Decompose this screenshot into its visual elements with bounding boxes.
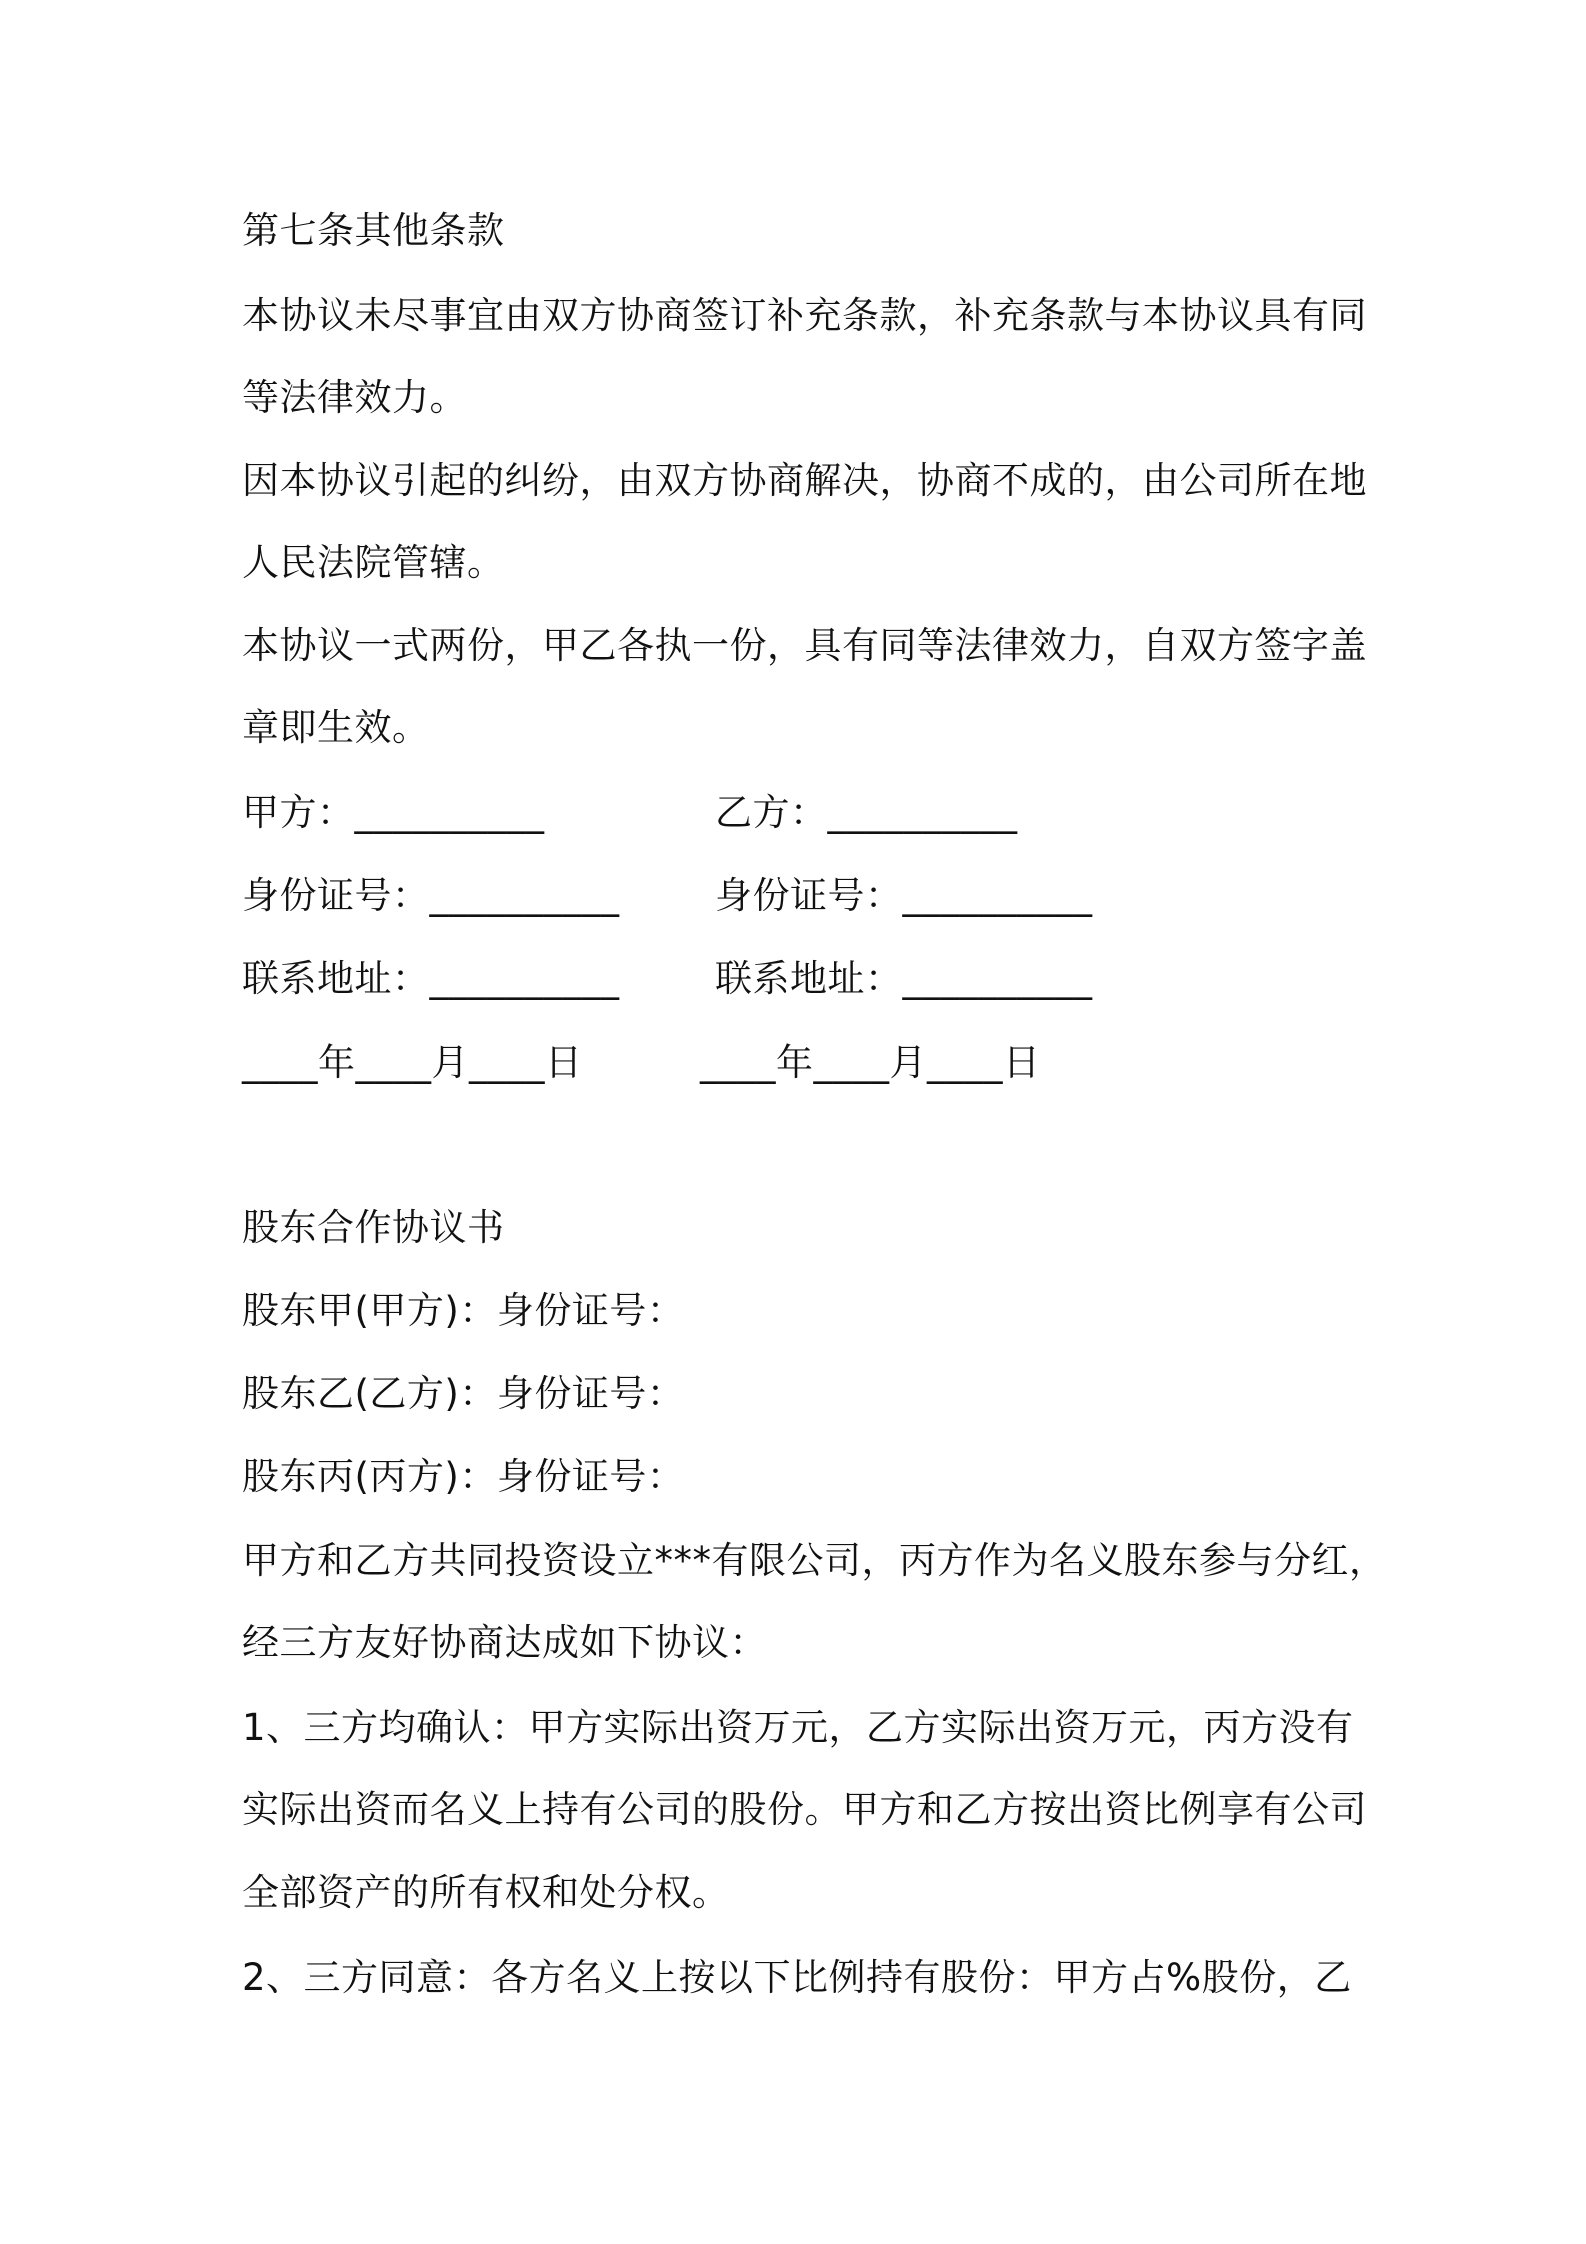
article-heading: 第七条其他条款	[242, 209, 505, 252]
paragraph-line: 等法律效力。	[242, 376, 467, 419]
party-a-id-number: 身份证号：__________	[242, 874, 620, 917]
clause-line: 1、三方均确认：甲方实际出资万元，乙方实际出资万元，丙方没有	[242, 1706, 1354, 1749]
clause-line: 全部资产的所有权和处分权。	[242, 1871, 730, 1914]
party-b-address: 联系地址：__________	[715, 957, 1093, 1000]
party-a-address: 联系地址：__________	[242, 957, 620, 1000]
party-a-signature: 甲方：__________	[242, 791, 545, 834]
shareholder-c-line: 股东丙(丙方)：身份证号：	[242, 1455, 685, 1498]
party-b-date: ____年____月____日	[700, 1041, 1041, 1084]
paragraph-line: 本协议未尽事宜由双方协商签订补充条款，补充条款与本协议具有同	[242, 294, 1367, 337]
agreement-title: 股东合作协议书	[242, 1206, 505, 1249]
paragraph-line: 因本协议引起的纠纷，由双方协商解决，协商不成的，由公司所在地	[242, 459, 1367, 502]
clause-line: 实际出资而名义上持有公司的股份。甲方和乙方按出资比例享有公司	[242, 1788, 1367, 1831]
shareholder-a-line: 股东甲(甲方)：身份证号：	[242, 1289, 685, 1332]
paragraph-line: 经三方友好协商达成如下协议：	[242, 1621, 767, 1664]
party-b-id-number: 身份证号：__________	[715, 874, 1093, 917]
paragraph-line: 甲方和乙方共同投资设立***有限公司，丙方作为名义股东参与分红，	[242, 1539, 1387, 1582]
paragraph-line: 章即生效。	[242, 706, 430, 749]
paragraph-line: 本协议一式两份，甲乙各执一份，具有同等法律效力，自双方签字盖	[242, 624, 1367, 667]
party-b-signature: 乙方：__________	[715, 791, 1018, 834]
paragraph-line: 人民法院管辖。	[242, 541, 505, 584]
party-a-date: ____年____月____日	[242, 1041, 583, 1084]
clause-line: 2、三方同意：各方名义上按以下比例持有股份：甲方占%股份，乙	[242, 1956, 1352, 1999]
shareholder-b-line: 股东乙(乙方)：身份证号：	[242, 1372, 685, 1415]
